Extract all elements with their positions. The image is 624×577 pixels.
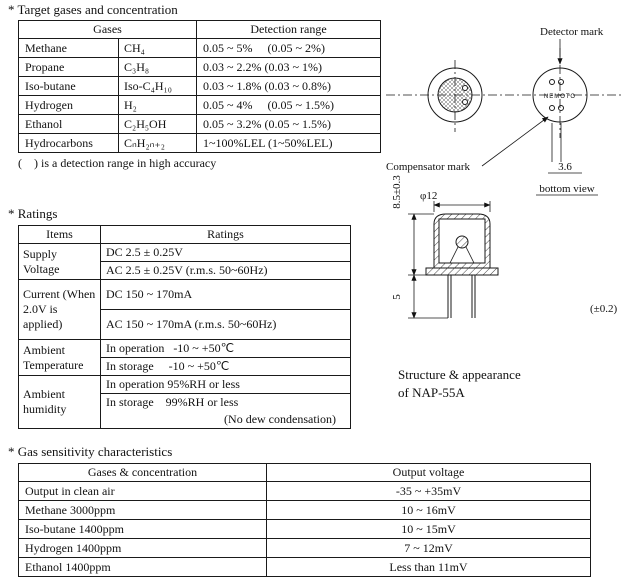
gas-name: Methane xyxy=(19,39,119,58)
table-row xyxy=(19,77,381,96)
table-row xyxy=(19,115,381,134)
gas-concentration: Hydrogen 1400ppm xyxy=(19,539,267,558)
diameter-value: φ12 xyxy=(420,190,438,202)
ratings-line: AC 150 ~ 170mA (r.m.s. 50~60Hz) xyxy=(101,309,350,339)
caption-line-2: of NAP-55A xyxy=(398,385,465,401)
ratings-item: Ambient Temperature xyxy=(19,340,101,376)
ratings-row xyxy=(19,376,351,429)
caption-line-1: Structure & appearance xyxy=(398,367,521,382)
ratings-line: AC 2.5 ± 0.25V (r.m.s. 50~60Hz) xyxy=(101,261,350,279)
detector-mark-label: Detector mark xyxy=(540,26,604,38)
pin-spacing-dimension xyxy=(548,123,582,173)
ratings-line: In operation 95%RH or less xyxy=(106,377,240,391)
table-row xyxy=(19,501,591,520)
gas-name: Ethanol xyxy=(19,115,119,134)
table-row xyxy=(19,558,591,577)
col-header-range: Detection range xyxy=(197,21,381,39)
output-voltage: 10 ~ 15mV xyxy=(267,520,591,539)
table-header-row xyxy=(19,21,381,39)
gas-name: Hydrogen xyxy=(19,96,119,115)
target-gases-title: * Target gases and concentration xyxy=(8,2,178,17)
ratings-item: Supply Voltage xyxy=(19,244,101,280)
gas-range: 0.03 ~ 1.8% (0.03 ~ 0.8%) xyxy=(197,77,381,96)
bottom-view-label: bottom view xyxy=(539,183,595,195)
output-voltage: -35 ~ +35mV xyxy=(267,482,591,501)
gas-name: Propane xyxy=(19,58,119,77)
ratings-row xyxy=(19,280,351,340)
sensitivity-table xyxy=(18,463,591,577)
table-row xyxy=(19,134,381,153)
ratings-item: Ambient humidity xyxy=(19,376,101,429)
pin-spacing-value: 3.6 xyxy=(558,161,572,173)
col-header-output-voltage: Output voltage xyxy=(267,464,591,482)
output-voltage: Less than 11mV xyxy=(267,558,591,577)
cross-section-drawing xyxy=(426,214,498,318)
ratings-row xyxy=(19,244,351,280)
ratings-item: Current (When 2.0V is applied) xyxy=(19,280,101,340)
col-header-items: Items xyxy=(19,226,101,244)
target-gases-section xyxy=(8,2,381,171)
gas-range: 0.03 ~ 2.2% (0.03 ~ 1%) xyxy=(197,58,381,77)
diameter-dimension xyxy=(420,190,490,212)
structure-caption xyxy=(398,366,521,402)
gas-range: 0.05 ~ 5% (0.05 ~ 2%) xyxy=(197,39,381,58)
sensitivity-title: * Gas sensitivity characteristics xyxy=(8,444,173,459)
ratings-line: DC 150 ~ 170mA xyxy=(106,287,193,301)
sensor-diagram xyxy=(384,20,624,424)
gas-concentration: Methane 3000ppm xyxy=(19,501,267,520)
gas-formula: CH₄ xyxy=(119,39,197,58)
pin-length-value: 5 xyxy=(391,294,403,300)
gas-range: 0.05 ~ 3.2% (0.05 ~ 1.5%) xyxy=(197,115,381,134)
gas-formula: C₃H₈ xyxy=(119,58,197,77)
ratings-line: In storage 99%RH or less xyxy=(101,393,350,411)
table-header-row xyxy=(19,464,591,482)
compensator-mark-leader xyxy=(482,117,548,166)
ratings-table xyxy=(18,225,351,429)
gas-formula: C₂H₅OH xyxy=(119,115,197,134)
sensor-drawing-svg xyxy=(384,20,624,420)
height-value: 8.5±0.3 xyxy=(391,175,403,209)
table-row xyxy=(19,520,591,539)
ratings-section xyxy=(8,206,351,429)
gas-range: 1~100%LEL (1~50%LEL) xyxy=(197,134,381,153)
pin-length-dimension xyxy=(391,275,448,318)
col-header-ratings: Ratings xyxy=(101,226,351,244)
ratings-line: In storage -10 ~ +50℃ xyxy=(101,357,350,375)
table-row xyxy=(19,482,591,501)
gas-name: Iso-butane xyxy=(19,77,119,96)
table-row xyxy=(19,39,381,58)
ratings-line: In operation -10 ~ +50℃ xyxy=(106,341,235,355)
ratings-line: DC 2.5 ± 0.25V xyxy=(106,245,183,259)
gas-concentration: Iso-butane 1400ppm xyxy=(19,520,267,539)
col-header-gas-concentration: Gases & concentration xyxy=(19,464,267,482)
table-row xyxy=(19,539,591,558)
table-row xyxy=(19,58,381,77)
table-row xyxy=(19,96,381,115)
output-voltage: 7 ~ 12mV xyxy=(267,539,591,558)
col-header-gases: Gases xyxy=(19,21,197,39)
gas-name: Hydrocarbons xyxy=(19,134,119,153)
gas-concentration: Ethanol 1400ppm xyxy=(19,558,267,577)
ratings-row xyxy=(19,340,351,376)
table-header-row xyxy=(19,226,351,244)
tolerance-value: (±0.2) xyxy=(590,303,618,315)
ratings-line: (No dew condensation) xyxy=(224,412,336,426)
gas-concentration: Output in clean air xyxy=(19,482,267,501)
compensator-mark-label: Compensator mark xyxy=(386,161,471,173)
gas-formula: CₙH₂ₙ₊₂ xyxy=(119,134,197,153)
high-accuracy-footnote: ( ) is a detection range in high accuracy xyxy=(18,156,217,170)
gas-range: 0.05 ~ 4% (0.05 ~ 1.5%) xyxy=(197,96,381,115)
brand-mark-label: NEMOTO xyxy=(543,94,577,100)
gas-formula: H₂ xyxy=(119,96,197,115)
target-gases-table xyxy=(18,20,381,153)
gas-formula: Iso-C₄H₁₀ xyxy=(119,77,197,96)
ratings-title: * Ratings xyxy=(8,206,58,221)
output-voltage: 10 ~ 16mV xyxy=(267,501,591,520)
sensitivity-section xyxy=(8,444,591,577)
